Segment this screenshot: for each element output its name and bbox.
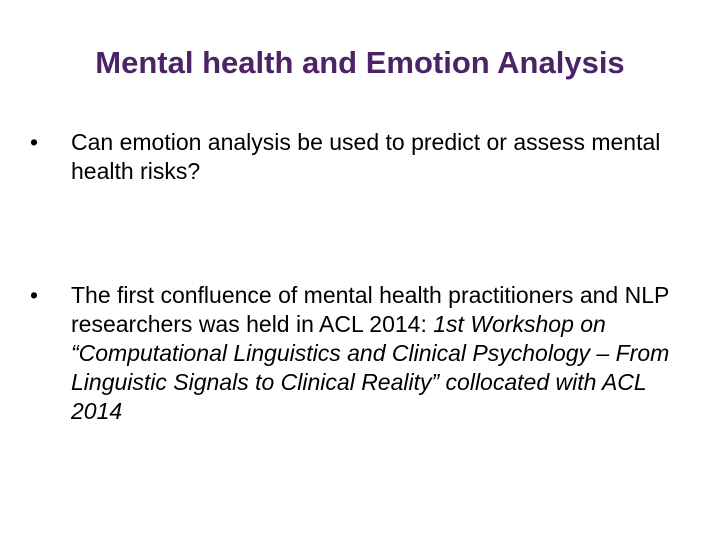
slide-title: Mental health and Emotion Analysis: [95, 45, 625, 80]
bullet-item-workshop: [30, 281, 690, 426]
bullet-list: [30, 128, 690, 426]
bullet-text-regular: The first confluence of mental health practitioners and NLP researchers was held in ACL 2014:: [71, 282, 669, 337]
bullet-item-emotion-analysis: [30, 128, 690, 186]
bullet-text: Can emotion analysis be used to predict or assess mental health risks?: [71, 129, 661, 184]
bullet-text-italic: 1st Workshop on “Computational Linguistics and Clinical Psychology – From Linguistic Signals to Clinical Reality” collocated with ACL 2014: [71, 311, 670, 424]
bullet-icon: •: [30, 129, 39, 155]
bullet-icon: •: [30, 282, 39, 308]
